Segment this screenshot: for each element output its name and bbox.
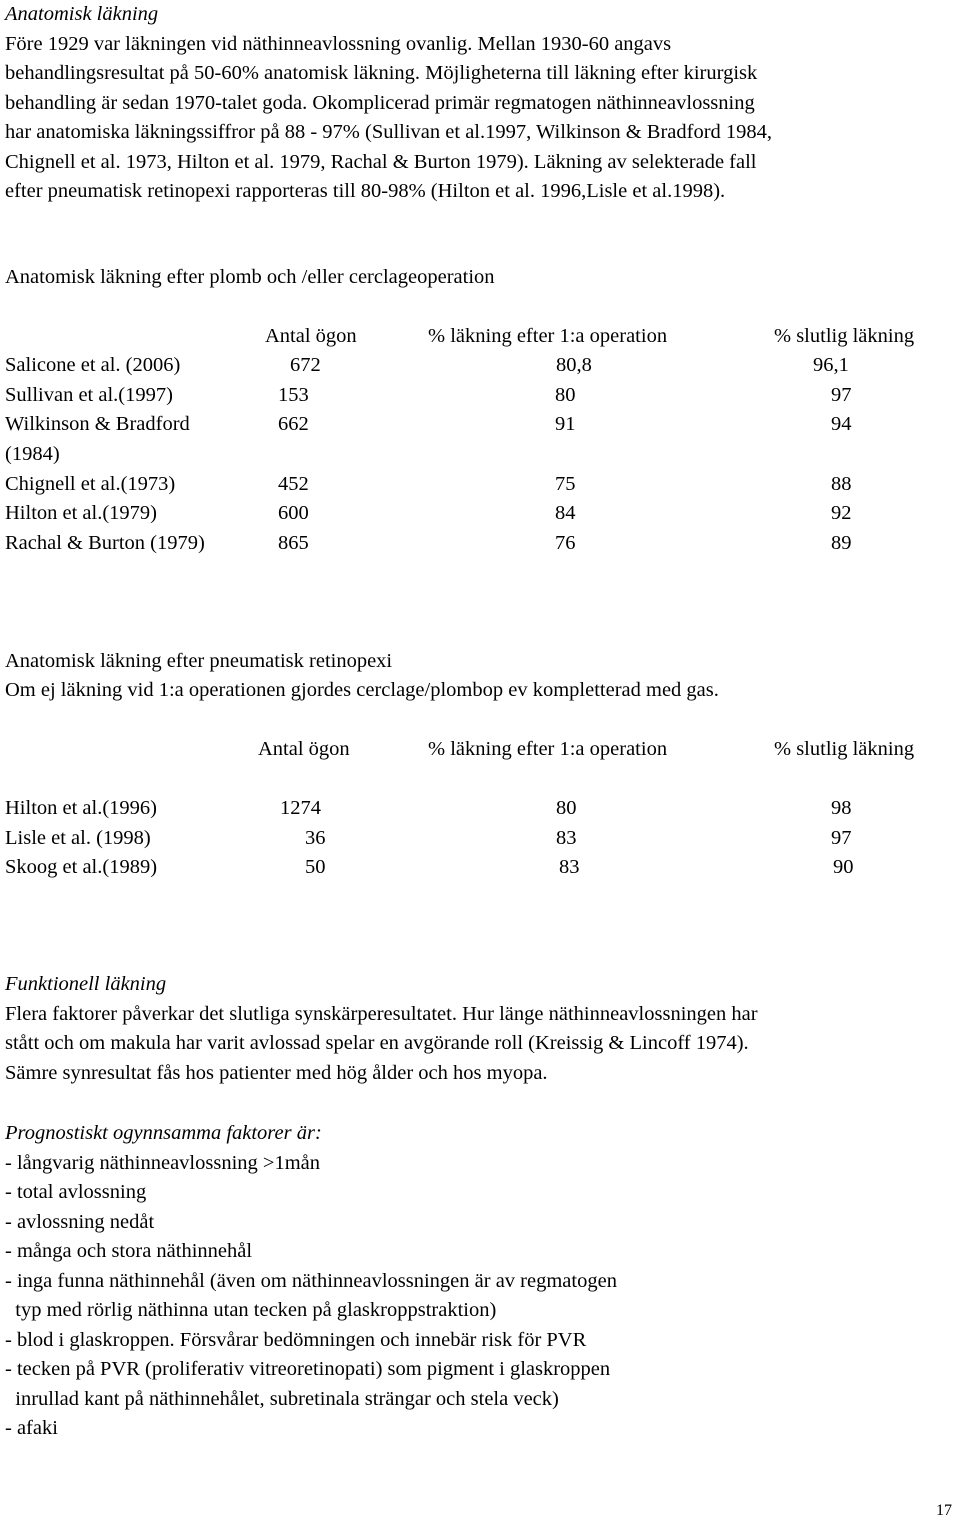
paragraph-line: efter pneumatisk retinopexi rapporteras till 80-98% (Hilton et al. 1996,Lisle et al.1998). — [5, 180, 726, 202]
list-item: - långvarig näthinneavlossning >1mån — [5, 1151, 321, 1174]
eyes-cell: 50 — [305, 856, 326, 878]
final-cell: 97 — [831, 384, 852, 406]
table-note: Om ej läkning vid 1:a operationen gjordes cerclage/plombop ev kompletterad med gas. — [5, 679, 719, 701]
first-op-cell: 83 — [559, 856, 580, 878]
eyes-cell: 865 — [278, 532, 309, 554]
column-header-eyes: Antal ögon — [265, 325, 357, 347]
list-item: - total avlossning — [5, 1181, 147, 1203]
section-anatomisk-lakning — [5, 0, 952, 207]
final-cell: 89 — [831, 532, 852, 554]
list-item: - många och stora näthinnehål — [5, 1240, 253, 1262]
list-item: - avlossning nedåt — [5, 1210, 155, 1233]
column-header-final: % slutlig läkning — [774, 325, 915, 347]
paragraph-line: har anatomiska läkningssiffror på 88 - 97% (Sullivan et al.1997, Wilkinson & Bradford 1984, — [5, 121, 773, 143]
study-cell: Salicone et al. (2006) — [5, 354, 181, 376]
section-funktionell-lakning — [5, 970, 952, 1088]
eyes-cell: 452 — [278, 473, 309, 495]
section-prognostiska-faktorer — [5, 1119, 952, 1444]
eyes-cell: 153 — [278, 384, 309, 406]
first-op-cell: 84 — [555, 502, 576, 524]
first-op-cell: 83 — [556, 827, 577, 849]
study-cell: Rachal & Burton (1979) — [5, 532, 205, 554]
first-op-cell: 80 — [556, 797, 577, 819]
first-op-cell: 80,8 — [556, 354, 592, 376]
paragraph-line: behandlingsresultat på 50-60% anatomisk läkning. Möjligheterna till läkning efter kirurgisk — [5, 62, 758, 84]
eyes-cell: 36 — [305, 827, 326, 849]
paragraph-line: stått och om makula har varit avlossad spelar en avgörande roll (Kreissig & Lincoff 1974). — [5, 1032, 749, 1054]
final-cell: 97 — [831, 827, 852, 849]
final-cell: 88 — [831, 473, 852, 495]
list-item-continued: inrullad kant på näthinnehålet, subretinala strängar och stela veck) — [5, 1387, 559, 1410]
eyes-cell: 662 — [278, 413, 309, 435]
final-cell: 90 — [833, 856, 854, 878]
list-item-continued: typ med rörlig näthinna utan tecken på glaskroppstraktion) — [5, 1299, 497, 1321]
study-cell: Wilkinson & Bradford — [5, 413, 190, 435]
final-cell: 92 — [831, 502, 852, 524]
study-cell: Chignell et al.(1973) — [5, 473, 176, 495]
eyes-cell: 672 — [290, 354, 321, 376]
first-op-cell: 91 — [555, 413, 576, 435]
paragraph-line: Chignell et al. 1973, Hilton et al. 1979, Rachal & Burton 1979). Läkning av selekterade fall — [5, 150, 757, 173]
table-heading: Anatomisk läkning efter pneumatisk retinopexi — [5, 650, 393, 672]
column-header-eyes: Antal ögon — [258, 738, 350, 760]
section-title: Anatomisk läkning — [5, 3, 159, 25]
column-header-final: % slutlig läkning — [774, 738, 915, 760]
paragraph-line: behandling är sedan 1970-talet goda. Okomplicerad primär regmatogen näthinneavlossning — [5, 91, 755, 114]
list-item: - afaki — [5, 1417, 58, 1439]
eyes-cell: 1274 — [280, 797, 321, 819]
paragraph-line: Sämre synresultat fås hos patienter med hög ålder och hos myopa. — [5, 1061, 548, 1084]
study-cell: Hilton et al.(1996) — [5, 797, 158, 819]
section-title: Funktionell läkning — [5, 973, 167, 995]
final-cell: 94 — [831, 413, 852, 435]
study-cell: Sullivan et al.(1997) — [5, 384, 173, 406]
paragraph-line: Flera faktorer påverkar det slutliga synskärperesultatet. Hur länge näthinneavlossningen har — [5, 1002, 758, 1025]
section-title: Prognostiskt ogynnsamma faktorer är: — [5, 1122, 322, 1144]
column-header-first-op: % läkning efter 1:a operation — [428, 325, 668, 347]
page-number: 17 — [936, 1502, 952, 1519]
list-item: - inga funna näthinnehål (även om näthinneavlossningen är av regmatogen — [5, 1269, 617, 1292]
first-op-cell: 80 — [555, 384, 576, 406]
eyes-cell: 600 — [278, 502, 309, 524]
final-cell: 98 — [831, 797, 852, 819]
study-cell: Lisle et al. (1998) — [5, 827, 151, 849]
list-item: - blod i glaskroppen. Försvårar bedömningen och innebär risk för PVR — [5, 1328, 587, 1351]
final-cell: 96,1 — [813, 354, 849, 376]
first-op-cell: 75 — [555, 473, 576, 495]
column-header-first-op: % läkning efter 1:a operation — [428, 738, 668, 760]
study-cell: Skoog et al.(1989) — [5, 856, 158, 878]
table-heading: Anatomisk läkning efter plomb och /eller cerclageoperation — [5, 266, 495, 288]
list-item: - tecken på PVR (proliferativ vitreoretinopati) som pigment i glaskroppen — [5, 1358, 611, 1380]
study-cell: Hilton et al.(1979) — [5, 502, 158, 524]
study-cell-continued: (1984) — [5, 443, 60, 465]
first-op-cell: 76 — [555, 532, 576, 554]
paragraph-line: Före 1929 var läkningen vid näthinneavlossning ovanlig. Mellan 1930-60 angavs — [5, 32, 672, 55]
